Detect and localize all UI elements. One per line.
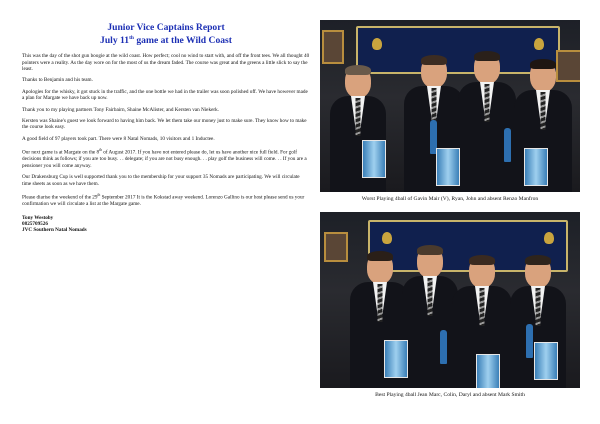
- next-game-sup: th: [99, 148, 102, 153]
- signature-org: JVC Southern Natal Nomads: [22, 227, 87, 234]
- next-game-post: of August 2017. If you have not entered please do, let us have another nice full field. For golf decisions think as follows; if you are too busy. . . delegate; if you are not busy enough. . . play golf the business will come. . . If you are a pensioner you will come anyway.: [22, 149, 307, 169]
- diarise-post: September 2017 It is the Kokstad away weekend. Lorenzo Gallino is our host please send us your confirmation we will circulate a list at the Margate game.: [22, 194, 305, 208]
- best-fourball-caption: Best Playing 4ball Jean Marc, Colin, Daryl and absent Mark Smith: [375, 392, 525, 398]
- golfer-tie: [480, 288, 485, 326]
- signature-block: [22, 215, 310, 234]
- wall-frame: [322, 30, 344, 64]
- title-line-2-sup: th: [129, 35, 134, 41]
- golfer-hair: [469, 255, 495, 265]
- best-fourball-photo: [320, 212, 580, 388]
- prize-bottle: [504, 128, 511, 162]
- report-column: [22, 22, 310, 234]
- paragraph-diarise: [22, 192, 310, 208]
- next-game-pre: Our next game is at Margate on the 8: [22, 149, 100, 156]
- title-line-2: [22, 33, 310, 46]
- paragraph-partners: Thank you to my playing partners Tony Fairbairn, Shaine McAlister, and Kersten van Niekerk.: [22, 106, 219, 113]
- report-title: [22, 22, 310, 46]
- golfer-tie: [536, 288, 541, 326]
- worst-fourball-photo: [320, 20, 580, 192]
- prize-box: [534, 342, 558, 380]
- title-line-2-pre: July 11: [100, 35, 130, 47]
- prize-box: [524, 148, 548, 186]
- crest-icon: [544, 232, 554, 244]
- golfer-2: [402, 246, 458, 388]
- paragraph-intro: This was the day of the shot gun boogie at the wild coast. How perfect; cool no wind to start with, and off the front tees. We all thought 40 pointers were a reality. As the day wore on for the most of us the dream faded. The course was great and the greens a little slick to say the least.: [22, 53, 310, 72]
- paragraph-field: A good field of 97 players took part. There were 8 Natal Nomads, 10 visitors and 1 Inductee.: [22, 135, 215, 142]
- worst-fourball-caption: Worst Playing 4ball of Gavin Mair (V), Ryan, John and absent Renzo Manfron: [361, 196, 539, 202]
- prize-box: [436, 148, 460, 186]
- crest-icon: [382, 232, 392, 244]
- golfer-tie: [485, 84, 490, 122]
- crest-icon: [534, 38, 544, 50]
- paragraph-next-game: [22, 147, 310, 169]
- paragraph-apologies: Apologies for the whisky, it got stuck in the traffic, and the one bottle we had in the trailer was soon polished off. We have however made a plan for Margate we have back up now.: [22, 88, 308, 102]
- prize-box: [384, 340, 408, 378]
- prize-box: [476, 354, 500, 388]
- diarise-sup: th: [97, 193, 101, 198]
- golfer-hair: [474, 51, 500, 61]
- golfer-hair: [530, 59, 556, 69]
- title-line-2-post: game at the Wild Coast: [133, 35, 232, 47]
- golfer-tie: [541, 92, 546, 130]
- title-line-1: Junior Vice Captains Report: [107, 22, 225, 33]
- golfer-hair: [345, 65, 371, 75]
- golfer-tie: [428, 278, 433, 316]
- golfer-tie: [356, 98, 361, 136]
- signature-phone: 0825709526: [22, 220, 48, 227]
- crest-icon: [372, 38, 382, 50]
- paragraph-guest: Kersten was Shaine's guest we look forward to having him back. We let them take our money just to make sure. They know how to make the course look easy.: [22, 118, 307, 131]
- signature-name: Tony Westoby: [22, 214, 54, 221]
- golfer-tie: [378, 284, 383, 322]
- prize-bottle: [440, 330, 447, 364]
- golfer-hair: [417, 245, 443, 255]
- paragraph-drakensburg: Our Drakensburg Cup is well supported thank you to the membership for your support 35 Nomads are participating. We will circulate time sheets as soon as we have them.: [22, 174, 300, 187]
- wall-frame: [324, 232, 348, 262]
- golfer-hair: [367, 251, 393, 261]
- prize-bottle: [526, 324, 533, 358]
- golfer-hair: [421, 55, 447, 65]
- diarise-pre: Please diarise the weekend of the 29: [22, 194, 98, 201]
- golfer-hair: [525, 255, 551, 265]
- golfer-3: [458, 52, 516, 192]
- prize-box: [362, 140, 386, 178]
- paragraph-thanks: Thanks to Benjamin and his team.: [22, 77, 93, 84]
